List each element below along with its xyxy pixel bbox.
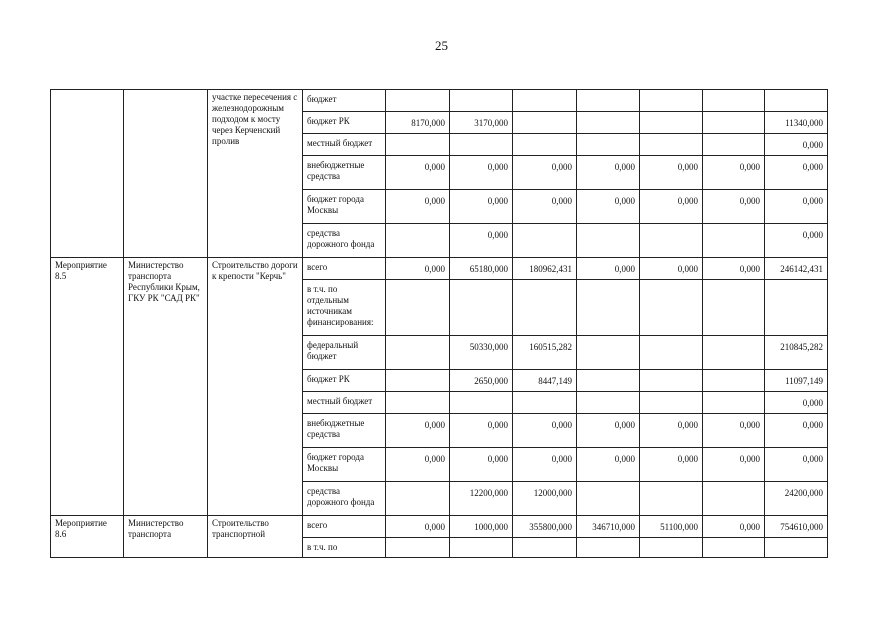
year-value-cell [640,392,703,414]
event-name-cell: Строительство транспортной [208,516,303,558]
year-value-cell: 0,000 [640,258,703,280]
year-value-cell: 0,000 [513,414,577,448]
year-value-cell [450,90,513,112]
year-value-cell [386,134,450,156]
table-row [51,516,828,538]
year-value-cell: 0,000 [450,414,513,448]
year-value-cell: 0,000 [703,190,765,224]
year-value-cell [577,370,640,392]
year-value-cell: 0,000 [703,516,765,538]
year-value-cell: 0,000 [703,156,765,190]
year-value-cell [386,482,450,516]
year-value-cell: 180962,431 [513,258,577,280]
year-value-cell: 346710,000 [577,516,640,538]
year-value-cell [450,134,513,156]
year-value-cell: 0,000 [577,414,640,448]
year-value-cell [703,90,765,112]
year-value-cell [640,134,703,156]
year-value-cell: 0,000 [703,258,765,280]
year-value-cell [386,370,450,392]
year-value-cell: 0,000 [450,448,513,482]
year-value-cell [386,90,450,112]
year-value-cell [640,90,703,112]
funding-source-cell: бюджет города Москвы [303,448,386,482]
year-value-cell: 0,000 [386,258,450,280]
year-value-cell: 50330,000 [450,336,513,370]
year-value-cell [386,280,450,336]
budget-table [50,89,828,558]
table-row [51,258,828,280]
year-value-cell [703,370,765,392]
funding-source-cell: средства дорожного фонда [303,224,386,258]
year-value-cell: 8447,149 [513,370,577,392]
total-cell: 0,000 [765,392,828,414]
total-cell [765,90,828,112]
year-value-cell [640,370,703,392]
funding-source-cell: внебюджетные средства [303,156,386,190]
year-value-cell [703,112,765,134]
year-value-cell [450,280,513,336]
year-value-cell [703,538,765,558]
year-value-cell [703,392,765,414]
year-value-cell: 0,000 [703,448,765,482]
year-value-cell [640,538,703,558]
year-value-cell: 51100,000 [640,516,703,538]
year-value-cell [577,112,640,134]
year-value-cell: 0,000 [386,156,450,190]
year-value-cell [513,280,577,336]
year-value-cell: 0,000 [640,156,703,190]
funding-source-cell: средства дорожного фонда [303,482,386,516]
year-value-cell: 160515,282 [513,336,577,370]
funding-source-cell: внебюджетные средства [303,414,386,448]
page-number: 25 [435,38,448,53]
total-cell [765,538,828,558]
year-value-cell: 12200,000 [450,482,513,516]
total-cell: 0,000 [765,156,828,190]
year-value-cell: 0,000 [513,156,577,190]
event-number-cell [51,90,124,258]
year-value-cell: 12000,000 [513,482,577,516]
year-value-cell [577,538,640,558]
funding-source-cell: бюджет [303,90,386,112]
year-value-cell [513,224,577,258]
year-value-cell [513,134,577,156]
total-cell: 11340,000 [765,112,828,134]
year-value-cell: 0,000 [386,516,450,538]
year-value-cell: 0,000 [386,448,450,482]
event-number-cell: Мероприятие 8.5 [51,258,124,516]
executor-cell: Министерство транспорта [124,516,208,558]
total-cell: 0,000 [765,414,828,448]
funding-source-cell: местный бюджет [303,134,386,156]
year-value-cell [640,112,703,134]
year-value-cell [577,224,640,258]
year-value-cell: 0,000 [640,190,703,224]
total-cell: 0,000 [765,448,828,482]
event-name-cell: участке пересечения с железнодорожным подходом к мосту через Керченский пролив [208,90,303,258]
year-value-cell: 3170,000 [450,112,513,134]
year-value-cell [703,336,765,370]
table-row [51,90,828,112]
year-value-cell [577,90,640,112]
total-cell: 0,000 [765,134,828,156]
funding-source-cell: бюджет города Москвы [303,190,386,224]
event-number-cell: Мероприятие 8.6 [51,516,124,558]
funding-source-cell: бюджет РК [303,112,386,134]
year-value-cell [513,112,577,134]
total-cell: 754610,000 [765,516,828,538]
year-value-cell [450,392,513,414]
year-value-cell [513,538,577,558]
executor-cell: Министерство транспорта Республики Крым, ГКУ РК "САД РК" [124,258,208,516]
total-cell: 11097,149 [765,370,828,392]
executor-cell [124,90,208,258]
year-value-cell [640,336,703,370]
year-value-cell [577,134,640,156]
year-value-cell: 0,000 [640,414,703,448]
year-value-cell [386,392,450,414]
year-value-cell [703,134,765,156]
year-value-cell: 0,000 [640,448,703,482]
year-value-cell [386,538,450,558]
total-cell: 24200,000 [765,482,828,516]
funding-source-cell: в т.ч. по отдельным источникам финансирования: [303,280,386,336]
year-value-cell: 0,000 [450,224,513,258]
year-value-cell [640,280,703,336]
year-value-cell: 0,000 [513,190,577,224]
year-value-cell [386,224,450,258]
year-value-cell [577,280,640,336]
funding-source-cell: федеральный бюджет [303,336,386,370]
year-value-cell [513,392,577,414]
funding-source-cell: бюджет РК [303,370,386,392]
year-value-cell [577,482,640,516]
funding-source-cell: местный бюджет [303,392,386,414]
year-value-cell: 1000,000 [450,516,513,538]
year-value-cell: 0,000 [577,448,640,482]
year-value-cell: 0,000 [386,190,450,224]
total-cell: 0,000 [765,190,828,224]
year-value-cell [450,538,513,558]
year-value-cell: 0,000 [450,156,513,190]
year-value-cell: 0,000 [577,190,640,224]
funding-source-cell: всего [303,258,386,280]
total-cell [765,280,828,336]
year-value-cell: 0,000 [386,414,450,448]
total-cell: 0,000 [765,224,828,258]
year-value-cell [513,90,577,112]
total-cell: 210845,282 [765,336,828,370]
year-value-cell [577,392,640,414]
funding-source-cell: всего [303,516,386,538]
year-value-cell: 0,000 [703,414,765,448]
event-name-cell: Строительство дороги к крепости "Керчь" [208,258,303,516]
year-value-cell: 65180,000 [450,258,513,280]
year-value-cell [703,280,765,336]
year-value-cell: 8170,000 [386,112,450,134]
year-value-cell [640,224,703,258]
year-value-cell: 0,000 [450,190,513,224]
year-value-cell: 0,000 [577,258,640,280]
year-value-cell [640,482,703,516]
funding-source-cell: в т.ч. по [303,538,386,558]
year-value-cell: 0,000 [513,448,577,482]
total-cell: 246142,431 [765,258,828,280]
year-value-cell [703,224,765,258]
year-value-cell [703,482,765,516]
year-value-cell [386,336,450,370]
year-value-cell: 355800,000 [513,516,577,538]
year-value-cell: 0,000 [577,156,640,190]
year-value-cell [577,336,640,370]
year-value-cell: 2650,000 [450,370,513,392]
